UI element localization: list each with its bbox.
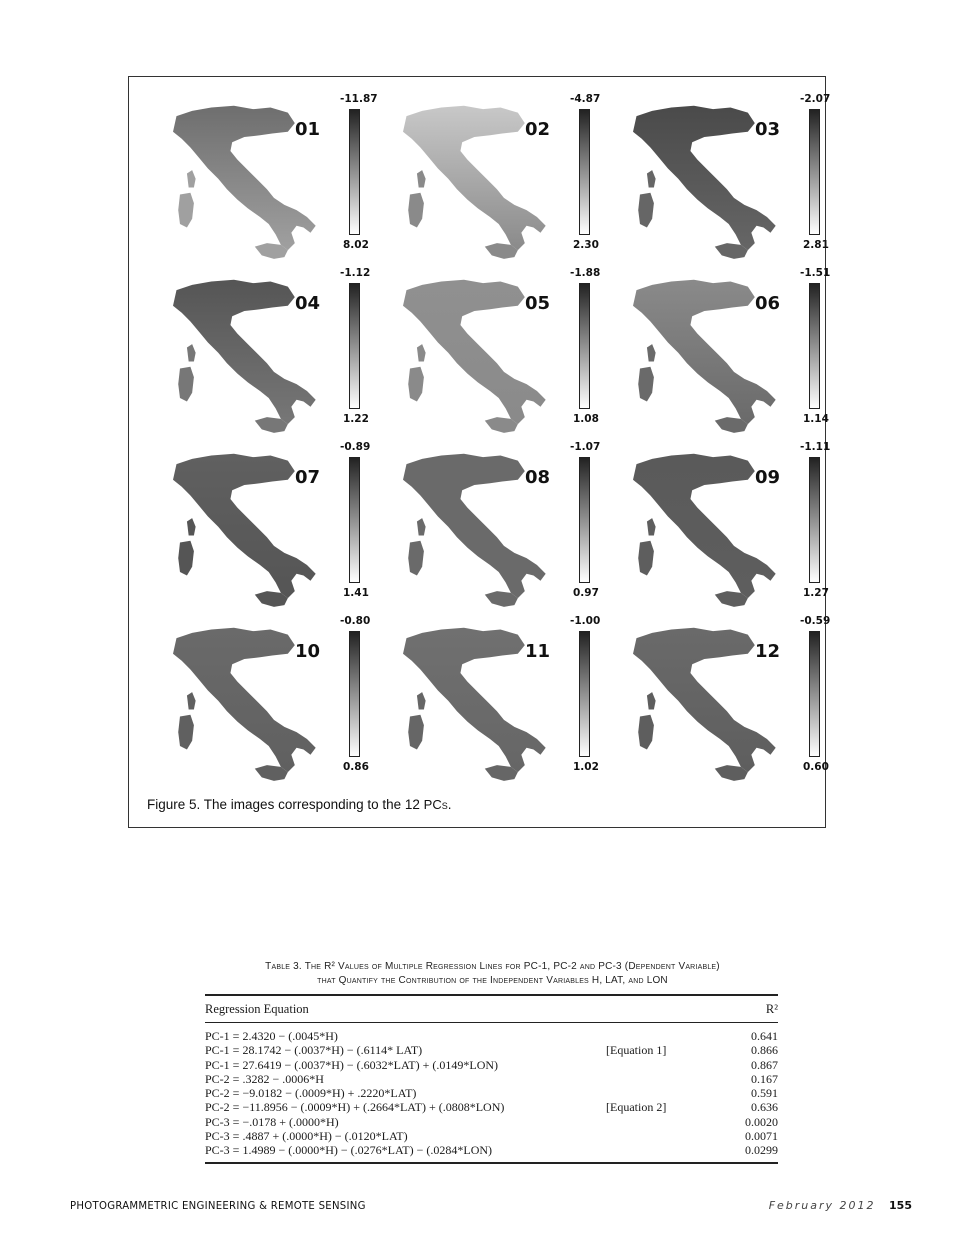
scale-max-label: -0.80 — [340, 615, 371, 627]
r2-cell: 0.0071 — [745, 1129, 778, 1144]
panel-pc-08 — [375, 441, 601, 619]
scale-max-label: -11.87 — [340, 93, 378, 105]
equation-note: [Equation 1] — [606, 1043, 667, 1058]
table-row — [205, 1058, 778, 1072]
pc-number-label: 09 — [755, 467, 781, 488]
equation-cell: PC-3 = −.0178 + (.0000*H) — [205, 1114, 339, 1129]
r2-cell: 0.636 — [751, 1100, 778, 1115]
scale-max-label: -4.87 — [570, 93, 601, 105]
pc-number-label: 03 — [755, 119, 781, 140]
table-header — [205, 996, 778, 1022]
figure-5 — [128, 76, 831, 828]
grayscale-colorbar — [349, 109, 360, 235]
regression-table — [205, 994, 778, 1164]
scale-min-label: 1.22 — [343, 413, 369, 425]
scale-min-label: 1.41 — [343, 587, 369, 599]
r2-cell: 0.167 — [751, 1071, 778, 1086]
footer-right — [769, 1199, 912, 1212]
equation-cell: PC-3 = .4887 + (.0000*H) − (.0120*LAT) — [205, 1129, 408, 1144]
pc-number-label: 02 — [525, 119, 551, 140]
r2-cell: 0.0020 — [745, 1114, 778, 1129]
scale-min-label: 1.14 — [803, 413, 829, 425]
scale-min-label: 0.86 — [343, 761, 369, 773]
equation-note: [Equation 2] — [606, 1100, 667, 1115]
equation-cell: PC-2 = .3282 − .0006*H — [205, 1071, 324, 1086]
grayscale-colorbar — [809, 457, 820, 583]
panel-pc-09 — [605, 441, 831, 619]
panel-pc-01 — [145, 93, 378, 271]
panel-pc-11 — [375, 615, 601, 793]
pc-number-label: 10 — [295, 641, 321, 662]
table-title — [205, 960, 780, 988]
r2-cell: 0.641 — [751, 1029, 778, 1043]
pc-number-label: 12 — [755, 641, 781, 662]
equation-cell: PC-1 = 27.6419 − (.0037*H) − (.6032*LAT) + (.0149*LON) — [205, 1057, 499, 1072]
panel-pc-02 — [375, 93, 601, 271]
table-bottom-rule — [205, 1162, 778, 1164]
r2-cell: 0.867 — [751, 1057, 778, 1072]
scale-min-label: 0.60 — [803, 761, 829, 773]
pc-number-label: 08 — [525, 467, 551, 488]
caption-text: Figure 5. The images corresponding to the 12 — [147, 797, 424, 812]
table-row — [205, 1043, 778, 1057]
caption-period: . — [447, 797, 452, 812]
equation-cell: PC-2 = −9.0182 − (.0009*H) + .2220*LAT) — [205, 1086, 417, 1101]
panel-pc-06 — [605, 267, 831, 445]
r2-cell: 0.866 — [751, 1043, 778, 1058]
panel-pc-12 — [605, 615, 831, 793]
grayscale-colorbar — [349, 457, 360, 583]
scale-min-label: 2.81 — [803, 239, 829, 251]
panel-pc-04 — [145, 267, 371, 445]
grayscale-colorbar — [579, 631, 590, 757]
scale-max-label: -1.00 — [570, 615, 601, 627]
scale-min-label: 1.27 — [803, 587, 829, 599]
scale-max-label: -1.88 — [570, 267, 601, 279]
pc-number-label: 04 — [295, 293, 321, 314]
panel-pc-10 — [145, 615, 371, 793]
grayscale-colorbar — [349, 631, 360, 757]
scale-min-label: 8.02 — [343, 239, 369, 251]
footer-journal: PHOTOGRAMMETRIC ENGINEERING & REMOTE SENSING — [70, 1199, 366, 1212]
table-row — [205, 1029, 778, 1043]
grayscale-colorbar — [809, 109, 820, 235]
pc-number-label: 01 — [295, 119, 321, 140]
grayscale-colorbar — [579, 457, 590, 583]
pc-number-label: 06 — [755, 293, 781, 314]
pc-number-label: 07 — [295, 467, 321, 488]
table-row — [205, 1115, 778, 1129]
scale-max-label: -1.07 — [570, 441, 601, 453]
scale-min-label: 0.97 — [573, 587, 599, 599]
pc-number-label: 05 — [525, 293, 551, 314]
scale-max-label: -1.11 — [800, 441, 831, 453]
table-row — [205, 1129, 778, 1143]
scale-max-label: -0.89 — [340, 441, 371, 453]
table-row — [205, 1086, 778, 1100]
scale-min-label: 2.30 — [573, 239, 599, 251]
panel-pc-05 — [375, 267, 601, 445]
panel-pc-07 — [145, 441, 371, 619]
grayscale-colorbar — [349, 283, 360, 409]
equation-cell: PC-3 = 1.4989 − (.0000*H) − (.0276*LAT) − (.0284*LON) — [205, 1143, 493, 1158]
table-row — [205, 1072, 778, 1086]
pc-number-label: 11 — [525, 641, 551, 662]
figure-caption — [147, 797, 452, 812]
table-body — [205, 1023, 778, 1162]
grayscale-colorbar — [809, 283, 820, 409]
r2-cell: 0.591 — [751, 1086, 778, 1101]
grayscale-colorbar — [809, 631, 820, 757]
footer-date: February 2012 — [768, 1199, 876, 1212]
scale-min-label: 1.08 — [573, 413, 599, 425]
caption-abbrev: PCs — [423, 797, 448, 812]
col-header-r2: R² — [765, 1002, 778, 1016]
scale-min-label: 1.02 — [573, 761, 599, 773]
table-title-line2: that Quantify the Contribution of the Independent Variables H, LAT, and LON — [317, 975, 668, 986]
page-number: 155 — [889, 1199, 912, 1212]
table-row — [205, 1100, 778, 1114]
col-header-equation: Regression Equation — [205, 1002, 309, 1016]
table-row — [205, 1143, 778, 1157]
scale-max-label: -1.12 — [340, 267, 371, 279]
grayscale-colorbar — [579, 109, 590, 235]
scale-max-label: -2.07 — [800, 93, 831, 105]
grayscale-colorbar — [579, 283, 590, 409]
table-title-line1: Table 3. The R² Values of Multiple Regression Lines for PC-1, PC-2 and PC-3 (Dependent Variable) — [265, 961, 720, 972]
scale-max-label: -1.51 — [800, 267, 831, 279]
equation-cell: PC-1 = 2.4320 − (.0045*H) — [205, 1029, 338, 1043]
equation-cell: PC-1 = 28.1742 − (.0037*H) − (.6114* LAT) — [205, 1043, 423, 1058]
scale-max-label: -0.59 — [800, 615, 831, 627]
equation-cell: PC-2 = −11.8956 − (.0009*H) + (.2664*LAT) + (.0808*LON) — [205, 1100, 505, 1115]
panel-pc-03 — [605, 93, 831, 271]
r2-cell: 0.0299 — [745, 1143, 778, 1158]
